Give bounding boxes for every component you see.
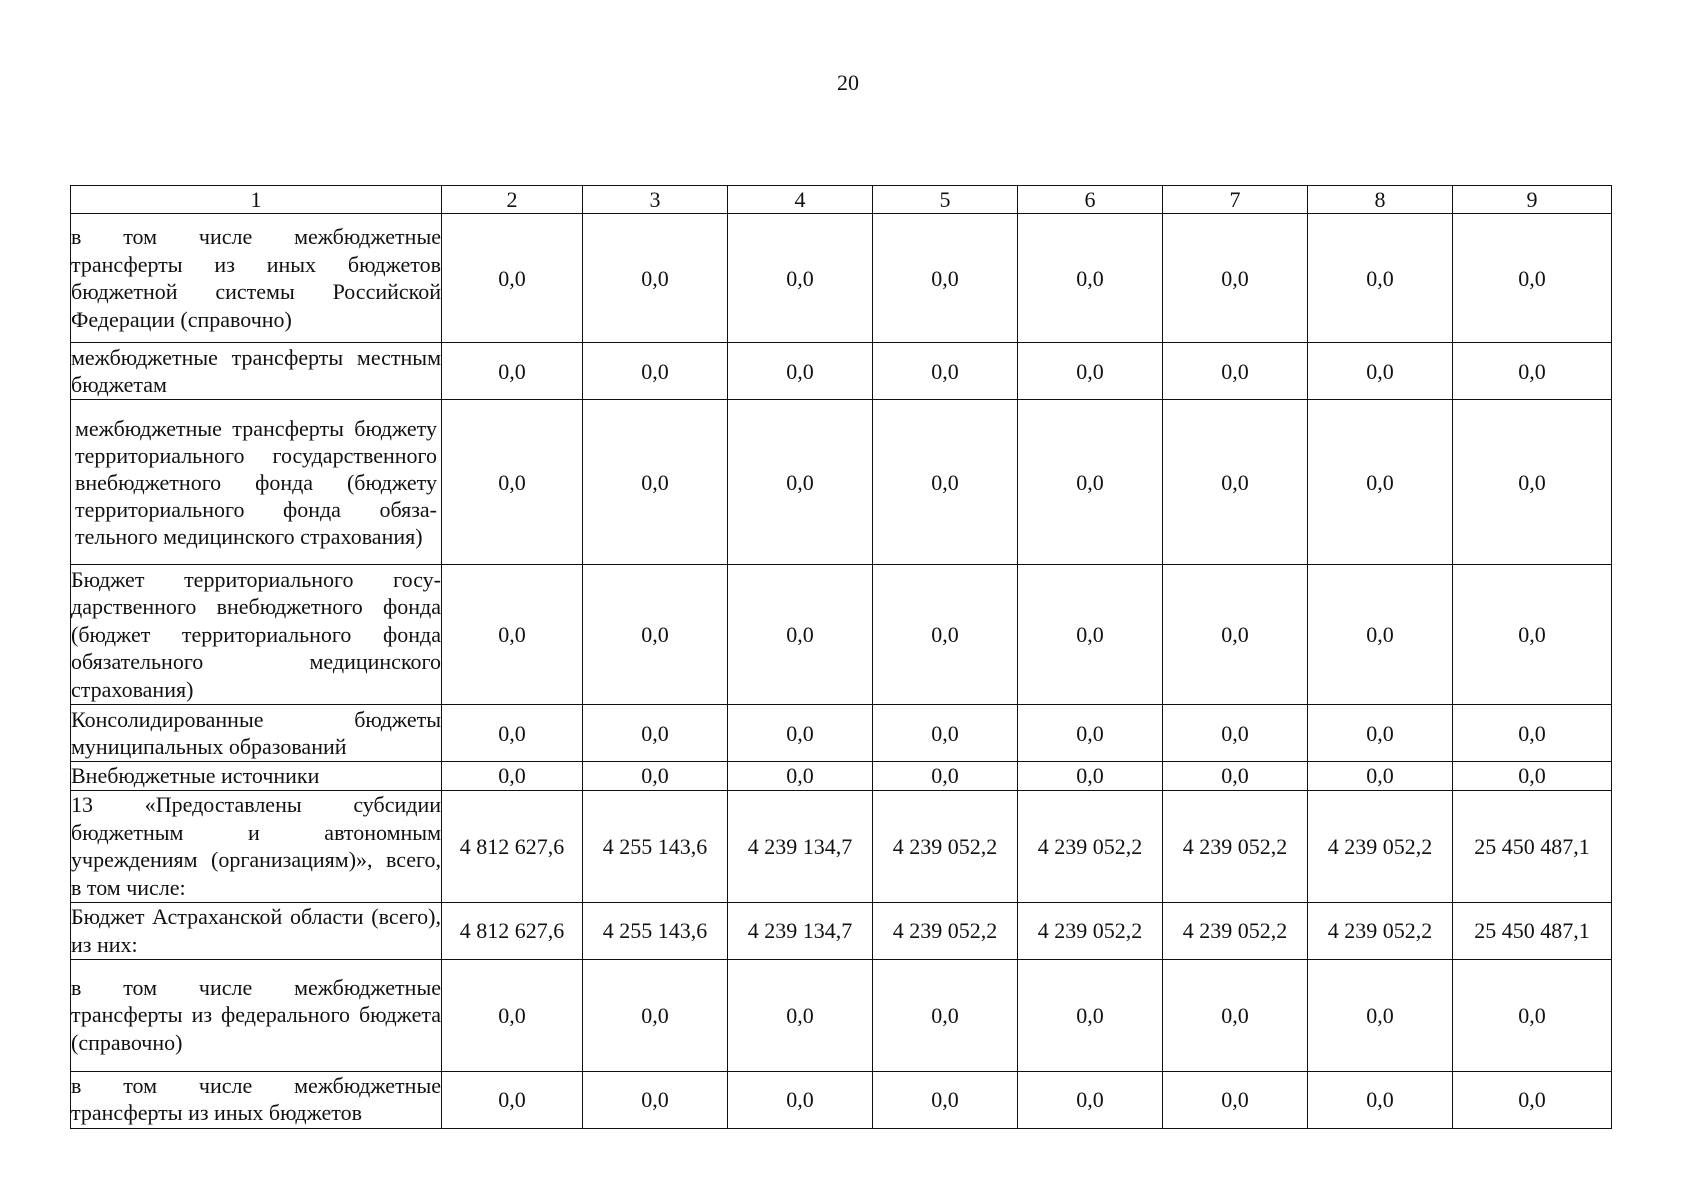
table-cell: 4 239 052,2: [1308, 790, 1453, 902]
table-cell: 0,0: [1453, 400, 1612, 565]
table-cell: 4 239 134,7: [728, 902, 873, 959]
table-cell: 0,0: [442, 1071, 583, 1128]
table-cell: 0,0: [1308, 400, 1453, 565]
table-cell: 4 239 052,2: [1018, 902, 1163, 959]
table-cell: 0,0: [1163, 343, 1308, 400]
column-header-7: 7: [1163, 186, 1308, 214]
table-cell: 0,0: [1453, 762, 1612, 791]
table-cell: 0,0: [1453, 565, 1612, 705]
column-header-2: 2: [442, 186, 583, 214]
table-cell: 4 812 627,6: [442, 790, 583, 902]
table-cell: 0,0: [442, 400, 583, 565]
table-cell: 0,0: [873, 959, 1018, 1071]
table-cell: 0,0: [873, 343, 1018, 400]
table-cell: 0,0: [583, 214, 728, 343]
row-label: в том числе межбюджетные трансферты из иных бюджетов: [71, 1071, 442, 1128]
row-label: Внебюджетные источники: [71, 762, 442, 791]
table-cell: 0,0: [1018, 214, 1163, 343]
table-cell: 0,0: [1163, 1071, 1308, 1128]
table-row: [71, 1071, 1612, 1128]
table-row: [71, 400, 1612, 565]
table-cell: 0,0: [728, 959, 873, 1071]
column-header-4: 4: [728, 186, 873, 214]
column-header-6: 6: [1018, 186, 1163, 214]
table-cell: 0,0: [1018, 959, 1163, 1071]
table-cell: 0,0: [873, 762, 1018, 791]
table-cell: 0,0: [1163, 959, 1308, 1071]
budget-table: [70, 185, 1612, 1129]
table-cell: 0,0: [1018, 400, 1163, 565]
table-cell: 0,0: [442, 959, 583, 1071]
row-label: 13 «Предоставлены субсидии бюджетным и автономным учреждениям (организациям)», всего, в том числе:: [71, 790, 442, 902]
row-label: Бюджет Астраханской области (всего), из них:: [71, 902, 442, 959]
table-cell: 0,0: [1018, 705, 1163, 762]
table-header-row: [71, 186, 1612, 214]
table-cell: 0,0: [1163, 705, 1308, 762]
table-row: [71, 214, 1612, 343]
table-cell: 4 239 052,2: [1163, 902, 1308, 959]
table-row: [71, 790, 1612, 902]
table-cell: 25 450 487,1: [1453, 790, 1612, 902]
row-label: межбюджетные трансферты бюджету территориального государственного внебюджетного фонда (бюджету территориального фонда обязательного медицинского страхования): [71, 400, 442, 565]
table-cell: 0,0: [1308, 214, 1453, 343]
column-header-5: 5: [873, 186, 1018, 214]
table-cell: 4 239 134,7: [728, 790, 873, 902]
column-header-9: 9: [1453, 186, 1612, 214]
row-label: в том числе межбюджетные трансферты из иных бюджетов бюджетной системы Российской Федерации (справочно): [71, 214, 442, 343]
table-cell: 0,0: [442, 214, 583, 343]
table-cell: 0,0: [583, 343, 728, 400]
table-cell: 0,0: [873, 400, 1018, 565]
table-cell: 0,0: [583, 400, 728, 565]
table-cell: 0,0: [873, 565, 1018, 705]
table-cell: 0,0: [1018, 565, 1163, 705]
table-cell: 0,0: [583, 565, 728, 705]
table-cell: 0,0: [1163, 400, 1308, 565]
table-row: [71, 762, 1612, 791]
table-cell: 0,0: [442, 762, 583, 791]
table-cell: 0,0: [1018, 762, 1163, 791]
table-cell: 4 239 052,2: [873, 790, 1018, 902]
row-label: межбюджетные трансферты местным бюджетам: [71, 343, 442, 400]
table-row: [71, 902, 1612, 959]
table-row: [71, 565, 1612, 705]
table-cell: 4 812 627,6: [442, 902, 583, 959]
table-cell: 0,0: [1453, 214, 1612, 343]
table-cell: 0,0: [442, 565, 583, 705]
table-cell: 0,0: [1308, 565, 1453, 705]
table-cell: 0,0: [728, 400, 873, 565]
table-cell: 0,0: [1453, 959, 1612, 1071]
table-cell: 0,0: [1453, 343, 1612, 400]
table-row: [71, 705, 1612, 762]
table-cell: 0,0: [873, 705, 1018, 762]
table-cell: 0,0: [442, 705, 583, 762]
table-cell: 0,0: [583, 959, 728, 1071]
table-cell: 0,0: [1308, 762, 1453, 791]
table-cell: 0,0: [1453, 1071, 1612, 1128]
table-cell: 4 239 052,2: [1163, 790, 1308, 902]
table-cell: 0,0: [1163, 565, 1308, 705]
table-cell: 0,0: [728, 762, 873, 791]
table-cell: 0,0: [728, 1071, 873, 1128]
page-number: 20: [837, 70, 859, 95]
table-cell: 0,0: [728, 705, 873, 762]
row-label: в том числе межбюджетные трансферты из федерального бюджета (справочно): [71, 959, 442, 1071]
table-cell: 0,0: [1308, 705, 1453, 762]
table-cell: 4 255 143,6: [583, 902, 728, 959]
table-cell: 4 255 143,6: [583, 790, 728, 902]
table-row: [71, 959, 1612, 1071]
table-cell: 0,0: [1163, 214, 1308, 343]
table-cell: 0,0: [1018, 1071, 1163, 1128]
table-cell: 0,0: [1308, 959, 1453, 1071]
table-cell: 0,0: [1163, 762, 1308, 791]
table-cell: 0,0: [583, 762, 728, 791]
table-cell: 4 239 052,2: [1018, 790, 1163, 902]
row-label: Консолидированные бюджеты муниципальных образований: [71, 705, 442, 762]
table-cell: 0,0: [728, 343, 873, 400]
table-cell: 0,0: [873, 214, 1018, 343]
table-cell: 0,0: [728, 214, 873, 343]
table-cell: 0,0: [442, 343, 583, 400]
table-cell: 0,0: [728, 565, 873, 705]
table-row: [71, 343, 1612, 400]
table-cell: 4 239 052,2: [1308, 902, 1453, 959]
table-cell: 4 239 052,2: [873, 902, 1018, 959]
table-cell: 0,0: [583, 1071, 728, 1128]
column-header-3: 3: [583, 186, 728, 214]
table-cell: 0,0: [1018, 343, 1163, 400]
row-label: Бюджет территориального государственного внебюджетного фонда (бюджет территориального фонда обязательного медицинского страхования): [71, 565, 442, 705]
table-cell: 0,0: [1308, 343, 1453, 400]
table-cell: 0,0: [1308, 1071, 1453, 1128]
table-cell: 0,0: [873, 1071, 1018, 1128]
table-cell: 0,0: [583, 705, 728, 762]
table-cell: 25 450 487,1: [1453, 902, 1612, 959]
table-cell: 0,0: [1453, 705, 1612, 762]
column-header-1: 1: [71, 186, 442, 214]
column-header-8: 8: [1308, 186, 1453, 214]
